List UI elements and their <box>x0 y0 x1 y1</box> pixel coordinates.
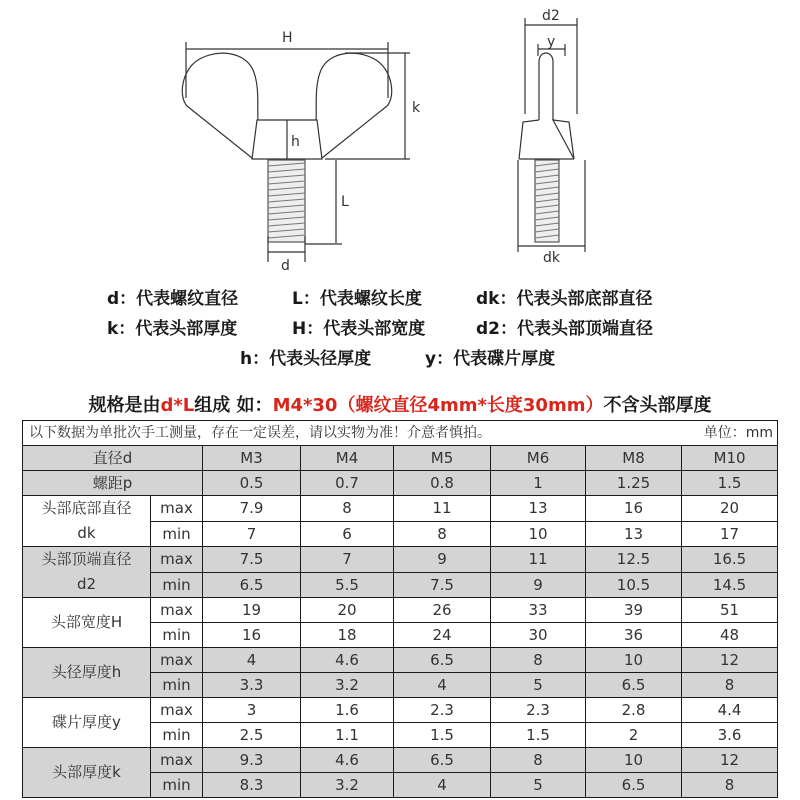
table-cell: 10 <box>491 521 586 547</box>
table-cell: 1.5 <box>491 723 586 748</box>
table-cell: 1.6 <box>301 698 394 723</box>
min-label: min <box>151 623 203 648</box>
row-group-label-line1: 头径厚度h <box>51 663 122 681</box>
dim-label-k: k <box>412 100 421 116</box>
table-cell: 12 <box>682 748 778 773</box>
table-cell: 6.5 <box>586 773 682 798</box>
left-wing-outline <box>182 53 258 158</box>
legend-item-dk: dk：代表头部底部直径 <box>476 289 653 309</box>
table-cell: 3.6 <box>682 723 778 748</box>
table-cell: 1 <box>491 471 586 496</box>
table-cell: 2.3 <box>394 698 491 723</box>
size-spec-table <box>22 420 778 798</box>
table-cell: 7.5 <box>203 547 301 573</box>
spec-format-highlight: d*L <box>160 395 195 416</box>
dim-label-d2: d2 <box>542 8 560 24</box>
table-cell: 7.9 <box>203 496 301 522</box>
row-group-label <box>23 598 151 648</box>
legend-item-L: L：代表螺纹长度 <box>292 289 422 309</box>
spec-text: 组成 如： <box>194 395 273 416</box>
table-cell: 18 <box>301 623 394 648</box>
max-label: max <box>151 496 203 522</box>
table-cell: 7 <box>301 547 394 573</box>
spec-example-highlight: M4*30（螺纹直径4mm*长度30mm） <box>272 395 604 416</box>
table-cell: 5 <box>491 673 586 698</box>
legend-item-h: h：代表头径厚度 <box>240 349 372 369</box>
table-cell: 12 <box>682 648 778 673</box>
table-cell: 4 <box>203 648 301 673</box>
table-row-k-max <box>23 748 778 773</box>
max-label: max <box>151 698 203 723</box>
table-cell: 3.2 <box>301 773 394 798</box>
table-cell: 0.5 <box>203 471 301 496</box>
table-row-h-max <box>23 648 778 673</box>
table-cell: 30 <box>491 623 586 648</box>
table-row-y-max <box>23 698 778 723</box>
table-cell: 16 <box>203 623 301 648</box>
table-cell: 26 <box>394 598 491 623</box>
size-header: M5 <box>394 446 491 471</box>
dim-label-h: h <box>291 134 300 150</box>
table-cell: 51 <box>682 598 778 623</box>
row-group-label-line1: 头部顶端直径 <box>41 550 132 568</box>
table-row-dk-max <box>23 496 778 522</box>
legend-item-d2: d2：代表头部顶端直径 <box>476 319 653 339</box>
table-cell: 6.5 <box>586 673 682 698</box>
table-cell: 14.5 <box>682 572 778 598</box>
row-group-label <box>23 748 151 798</box>
table-cell: 6.5 <box>203 572 301 598</box>
table-cell: 9.3 <box>203 748 301 773</box>
legend-item-H: H：代表头部宽度 <box>292 319 426 339</box>
table-row-H-max <box>23 598 778 623</box>
measurement-note: 以下数据为单批次手工测量，存在一定误差，请以实物为准！介意者慎拍。 单位：mm <box>23 421 778 446</box>
table-cell: 20 <box>682 496 778 522</box>
table-cell: 4 <box>394 773 491 798</box>
dim-label-dk: dk <box>543 250 560 266</box>
pitch-label: 螺距p <box>23 471 203 496</box>
table-cell: 10 <box>586 748 682 773</box>
table-cell: 8.3 <box>203 773 301 798</box>
table-cell: 0.8 <box>394 471 491 496</box>
right-wing-outline <box>316 53 392 158</box>
row-group-label-line2: d2 <box>76 575 97 593</box>
table-cell: 6.5 <box>394 748 491 773</box>
header-label: 直径d <box>23 446 203 471</box>
row-group-label-line1: 头部底部直径 <box>41 499 132 517</box>
table-cell: 8 <box>491 648 586 673</box>
legend-item-k: k：代表头部厚度 <box>107 319 238 339</box>
table-cell: 1.1 <box>301 723 394 748</box>
table-cell: 11 <box>394 496 491 522</box>
table-cell: 11 <box>491 547 586 573</box>
table-cell: 24 <box>394 623 491 648</box>
min-label: min <box>151 773 203 798</box>
table-cell: 3.2 <box>301 673 394 698</box>
table-cell: 4 <box>394 673 491 698</box>
table-cell: 2.5 <box>203 723 301 748</box>
table-cell: 12.5 <box>586 547 682 573</box>
table-cell: 8 <box>394 521 491 547</box>
table-cell: 36 <box>586 623 682 648</box>
table-cell: 16.5 <box>682 547 778 573</box>
size-header: M8 <box>586 446 682 471</box>
table-cell: 17 <box>682 521 778 547</box>
side-wing-outline <box>539 53 553 120</box>
legend-item-y: y：代表碟片厚度 <box>425 349 556 369</box>
table-cell: 9 <box>491 572 586 598</box>
table-cell: 1.5 <box>682 471 778 496</box>
table-cell: 4.6 <box>301 748 394 773</box>
table-cell: 19 <box>203 598 301 623</box>
table-cell: 8 <box>682 673 778 698</box>
legend-row-2 <box>0 312 800 342</box>
table-cell: 33 <box>491 598 586 623</box>
spec-text: 不含头部厚度 <box>603 395 712 416</box>
size-header: M4 <box>301 446 394 471</box>
table-row-d2-max <box>23 547 778 573</box>
unit-label: 单位：mm <box>703 425 774 441</box>
row-group-label-line2: dk <box>77 524 96 542</box>
size-header: M6 <box>491 446 586 471</box>
pitch-row <box>23 471 778 496</box>
table-cell: 2.8 <box>586 698 682 723</box>
row-group-label <box>23 698 151 748</box>
max-label: max <box>151 648 203 673</box>
row-group-label <box>23 648 151 698</box>
side-hub-outline <box>519 120 574 159</box>
note-row <box>23 421 778 446</box>
table-cell: 1.5 <box>394 723 491 748</box>
table-cell: 8 <box>682 773 778 798</box>
table-cell: 13 <box>491 496 586 522</box>
min-label: min <box>151 572 203 598</box>
legend-row-1 <box>0 282 800 312</box>
table-cell: 0.7 <box>301 471 394 496</box>
table-cell: 10.5 <box>586 572 682 598</box>
size-header: M10 <box>682 446 778 471</box>
row-group-label <box>23 547 151 598</box>
table-cell: 6.5 <box>394 648 491 673</box>
table-cell: 5 <box>491 773 586 798</box>
table-cell: 8 <box>301 496 394 522</box>
dim-label-d: d <box>281 258 290 274</box>
legend-row-3 <box>0 342 800 372</box>
table-cell: 4.4 <box>682 698 778 723</box>
row-group-label-line1: 碟片厚度y <box>52 713 121 731</box>
min-label: min <box>151 673 203 698</box>
table-cell: 7 <box>203 521 301 547</box>
header-row <box>23 446 778 471</box>
max-label: max <box>151 748 203 773</box>
row-group-label <box>23 496 151 547</box>
table-cell: 3.3 <box>203 673 301 698</box>
dim-label-L: L <box>341 194 349 210</box>
max-label: max <box>151 547 203 573</box>
min-label: min <box>151 521 203 547</box>
table-cell: 13 <box>586 521 682 547</box>
table-cell: 6 <box>301 521 394 547</box>
table-cell: 39 <box>586 598 682 623</box>
size-header: M3 <box>203 446 301 471</box>
table-cell: 10 <box>586 648 682 673</box>
table-cell: 20 <box>301 598 394 623</box>
table-cell: 16 <box>586 496 682 522</box>
dim-label-y: y <box>547 34 556 50</box>
spec-text: 规格是由 <box>88 395 161 416</box>
table-cell: 48 <box>682 623 778 648</box>
dim-label-H: H <box>282 30 293 46</box>
table-cell: 2 <box>586 723 682 748</box>
spec-format-note <box>0 391 800 417</box>
table-cell: 9 <box>394 547 491 573</box>
table-cell: 5.5 <box>301 572 394 598</box>
table-cell: 7.5 <box>394 572 491 598</box>
table-cell: 8 <box>491 748 586 773</box>
table-cell: 1.25 <box>586 471 682 496</box>
min-label: min <box>151 723 203 748</box>
table-cell: 3 <box>203 698 301 723</box>
table-cell: 4.6 <box>301 648 394 673</box>
table-cell: 2.3 <box>491 698 586 723</box>
row-group-label-line1: 头部厚度k <box>52 763 121 781</box>
row-group-label-line1: 头部宽度H <box>50 613 123 631</box>
max-label: max <box>151 598 203 623</box>
legend-item-d: d：代表螺纹直径 <box>107 289 239 309</box>
wing-screw-diagram <box>0 0 800 280</box>
